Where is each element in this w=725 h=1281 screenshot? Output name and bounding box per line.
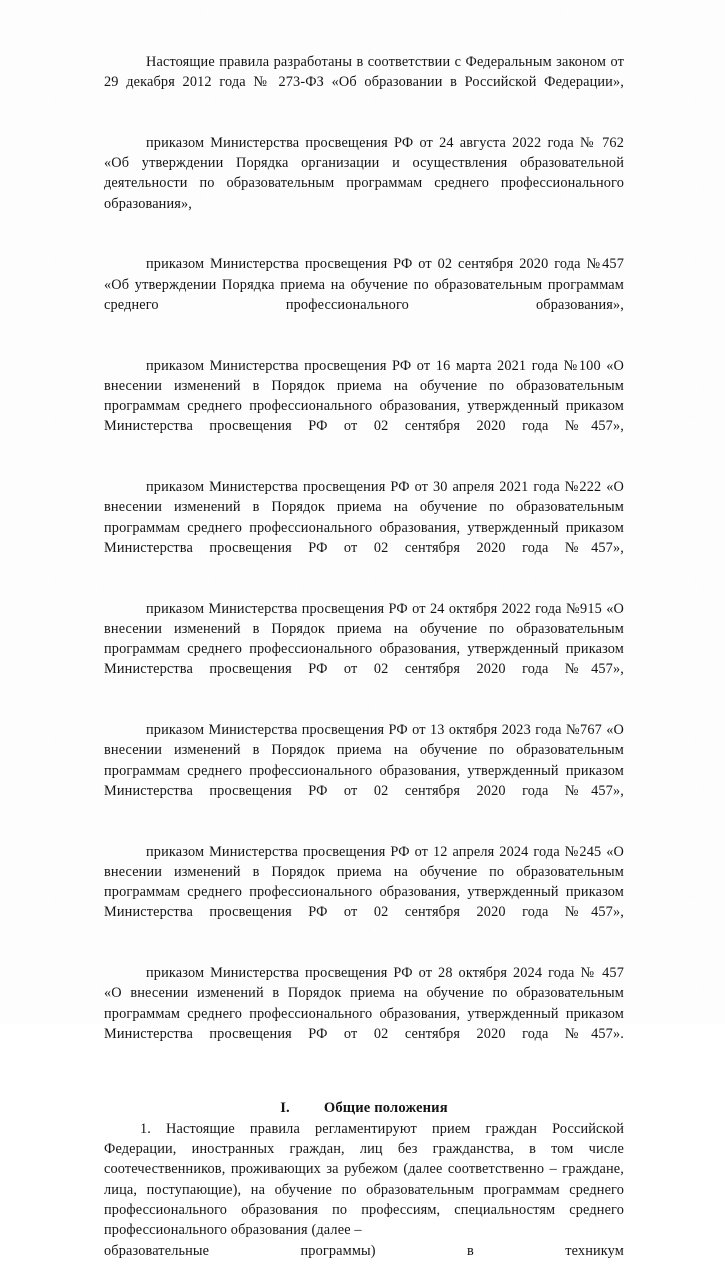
paragraph-order-457-2020: приказом Министерства просвещения РФ от 02 сентября 2020 года №457 «Об утверждении Порядка приема на обучение по образовательным программам среднего профессионального образования», <box>104 256 624 313</box>
paragraph-order-222: приказом Министерства просвещения РФ от 30 апреля 2021 года №222 «О внесении изменений в Порядок приема на обучение по образовательным программам среднего профессионального образования, утвержденный приказом Министерства просвещения РФ от 02 сентября 2020 года №457», <box>104 479 624 556</box>
clause-1 <box>104 1119 624 1281</box>
clause-line-3: за рубежом (далее соответственно – граждане, лица, поступающие), на обучение по <box>104 1161 624 1198</box>
clause-line-6-word-2: программы) <box>300 1242 376 1259</box>
section-title: Общие положения <box>323 1100 448 1117</box>
paragraph-order-762: приказом Министерства просвещения РФ от 24 августа 2022 года № 762 «Об утверждении Порядка организации и осуществления образовательной деятельности по образовательным программам среднего профессионального образования», <box>104 134 624 212</box>
paragraph-order-457-2024: приказом Министерства просвещения РФ от 28 октября 2024 года № 457 «О внесении изменений в Порядок приема на обучение по образовательным программам среднего профессионального образования, утвержденный приказом Министерства просвещения РФ от 02 сентября 2020 года №457». <box>104 964 624 1042</box>
paragraph-order-915: приказом Министерства просвещения РФ от 24 октября 2022 года №915 «О внесении изменений в Порядок приема на обучение по образовательным программам среднего профессионального образования, утвержденный приказом Министерства просвещения РФ от 02 сентября 2020 года №457», <box>104 600 624 678</box>
clause-line-4: образовательным программам среднего профессионального образования <box>104 1181 624 1218</box>
section-number: I. <box>280 1100 290 1117</box>
clause-line-1: 1. Настоящие правила регламентируют прием граждан Российской Федерации, <box>104 1120 624 1158</box>
paragraph-intro-federal-law: Настоящие правила разработаны в соответствии с Федеральным законом от 29 декабря 2012 года № 273-ФЗ «Об образовании в Российской Федерации», <box>104 54 624 91</box>
clause-line-5: по профессиям, специальностям среднего профессионального образования (далее – <box>104 1201 624 1239</box>
document-text-column <box>104 52 624 1281</box>
paragraph-order-767: приказом Министерства просвещения РФ от 13 октября 2023 года №767 «О внесении изменений в Порядок приема на обучение по образовательным программам среднего профессионального образования, утвержденный приказом Министерства просвещения РФ от 02 сентября 2020 года №457», <box>104 722 624 799</box>
clause-line-6 <box>104 1241 624 1261</box>
clause-line-6-word-3: в <box>467 1242 474 1259</box>
clause-line-2: иностранных граждан, лиц без гражданства, в том числе соотечественников, проживающих <box>104 1141 625 1178</box>
paragraph-order-245: приказом Министерства просвещения РФ от 12 апреля 2024 года №245 «О внесении изменений в Порядок приема на обучение по образовательным программам среднего профессионального образования, утвержденный приказом Министерства просвещения РФ от 02 сентября 2020 года №457», <box>104 843 624 921</box>
section-heading-block <box>104 1098 624 1118</box>
section-heading <box>104 1098 624 1118</box>
paragraph-order-100: приказом Министерства просвещения РФ от 16 марта 2021 года №100 «О внесении изменений в Порядок приема на обучение по образовательным программам среднего профессионального образования, утвержденный приказом Министерства просвещения РФ от 02 сентября 2020 года №457», <box>104 357 624 435</box>
clause-line-6-word-4: техникум <box>565 1242 624 1259</box>
clause-line-6-word-1: образовательные <box>104 1242 210 1259</box>
